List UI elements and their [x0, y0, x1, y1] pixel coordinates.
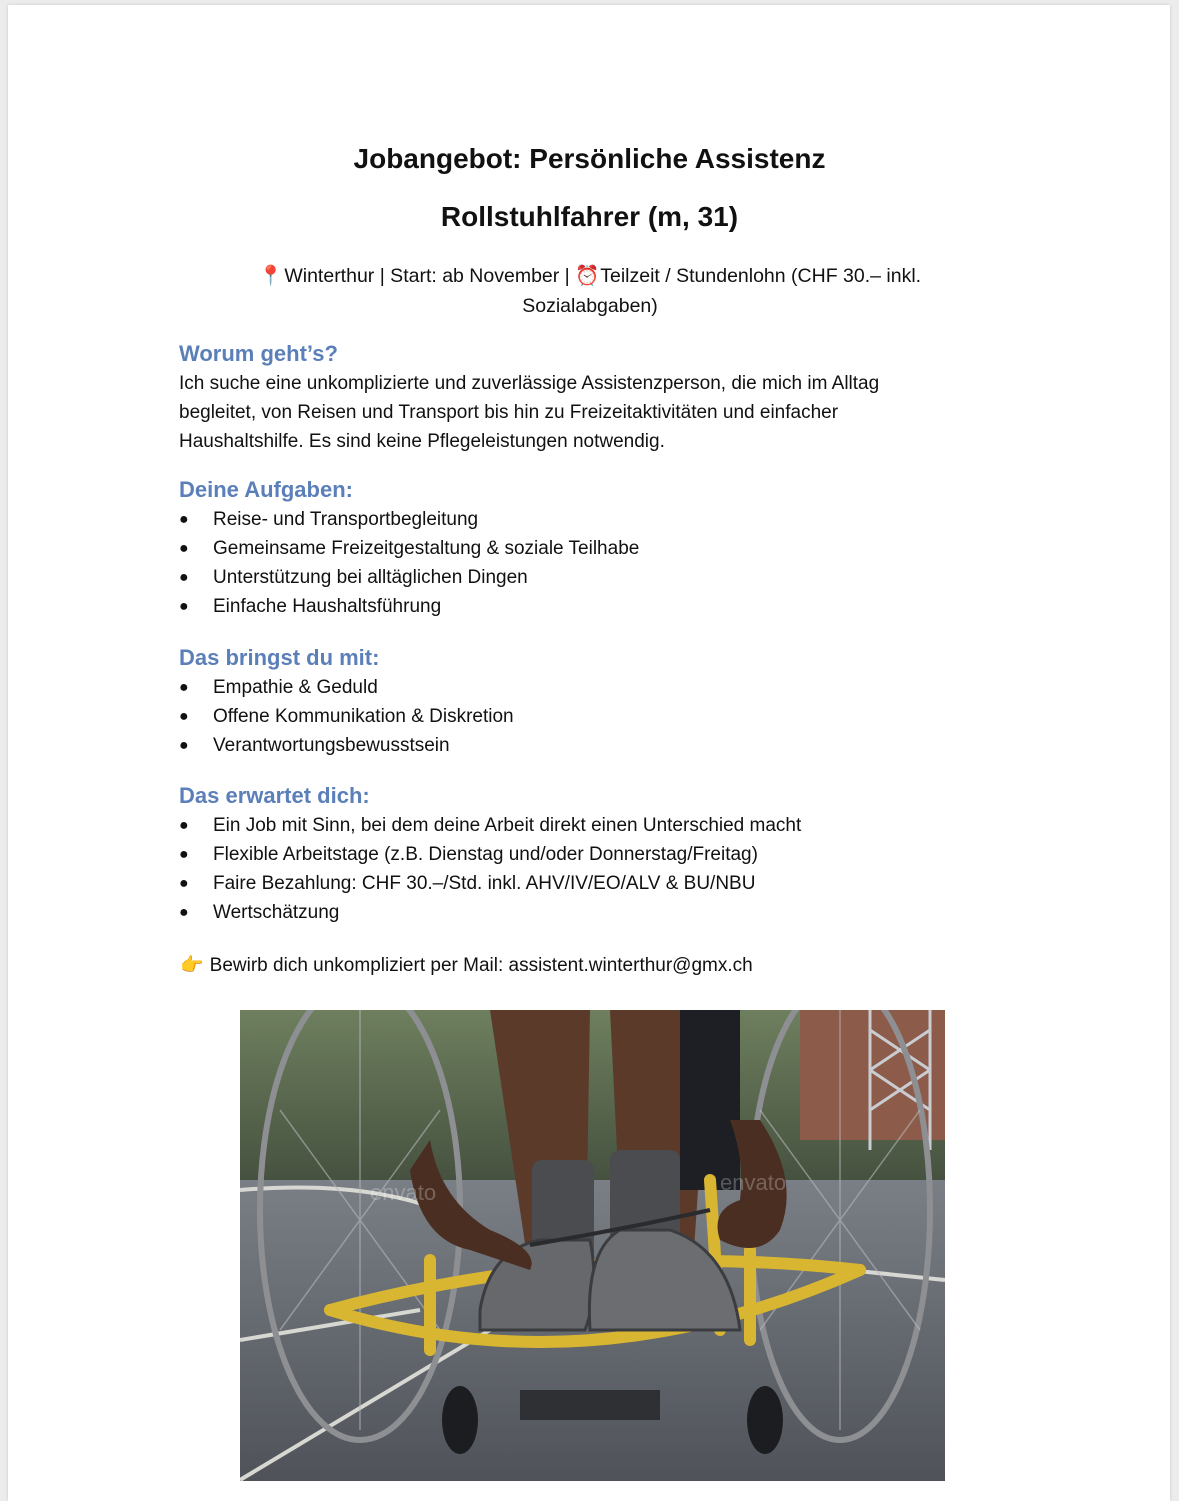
- pointing-hand-icon: 👉: [180, 955, 204, 976]
- section-about: [179, 339, 979, 456]
- list-item: ● Gemeinsame Freizeitgestaltung & soziale Teilhabe: [179, 534, 979, 563]
- list-item: ● Ein Job mit Sinn, bei dem deine Arbeit direkt einen Unterschied macht: [179, 811, 979, 840]
- list-item: ● Flexible Arbeitstage (z.B. Dienstag und/oder Donnerstag/Freitag): [179, 840, 979, 869]
- wheelchair-photo: [240, 1010, 945, 1481]
- bullet: ●: [179, 875, 189, 892]
- location-start-text: Winterthur | Start: ab November |: [284, 265, 570, 287]
- list-item: ● Wertschätzung: [179, 898, 979, 927]
- section-heading: Deine Aufgaben:: [179, 477, 353, 502]
- bullet: ●: [179, 737, 189, 754]
- bullet: ●: [179, 569, 189, 586]
- watermark-left: envato: [370, 1180, 437, 1205]
- section-skills: [179, 643, 979, 760]
- bullet: ●: [179, 598, 189, 615]
- bullet: ●: [179, 679, 189, 696]
- list-item: ● Einfache Haushaltsführung: [179, 592, 979, 621]
- bullet: ●: [179, 846, 189, 863]
- list-item: ● Reise- und Transportbegleitung: [179, 505, 979, 534]
- job-meta: [200, 261, 980, 321]
- section-tasks: [179, 475, 979, 621]
- bullet: ●: [179, 708, 189, 725]
- page-subtitle: Rollstuhlfahrer (m, 31): [440, 201, 739, 232]
- list-item: ● Offene Kommunikation & Diskretion: [179, 702, 979, 731]
- paragraph-line: Ich suche eine unkomplizierte und zuverlässige Assistenzperson, die mich im Alltag: [179, 373, 880, 394]
- list-item: ● Unterstützung bei alltäglichen Dingen: [179, 563, 979, 592]
- bullet: ●: [179, 511, 189, 528]
- pay-text: Teilzeit / Stundenlohn (CHF 30.– inkl.: [600, 265, 922, 287]
- section-heading: Das bringst du mit:: [179, 645, 380, 670]
- pay-text-cont: Sozialabgaben): [522, 295, 658, 317]
- skills-list: [179, 673, 979, 760]
- offer-list: [179, 811, 979, 927]
- bullet: ●: [179, 817, 189, 834]
- apply-text[interactable]: Bewirb dich unkompliziert per Mail: assistent.winterthur@gmx.ch: [209, 955, 753, 976]
- task-list: [179, 505, 979, 621]
- apply-line: [180, 951, 753, 980]
- paragraph-line: begleitet, von Reisen und Transport bis hin zu Freizeitaktivitäten und einfacher: [179, 402, 839, 423]
- list-item: ● Verantwortungsbewusstsein: [179, 731, 979, 760]
- section-offer: [179, 781, 979, 927]
- section-heading: Das erwartet dich:: [179, 783, 370, 808]
- watermark-right: envato: [720, 1170, 787, 1195]
- page-title: Jobangebot: Persönliche Assistenz: [353, 143, 826, 174]
- bullet: ●: [179, 540, 189, 557]
- list-item: ● Faire Bezahlung: CHF 30.–/Std. inkl. AHV/IV/EO/ALV & BU/NBU: [179, 869, 979, 898]
- paragraph-line: Haushaltshilfe. Es sind keine Pflegeleistungen notwendig.: [179, 431, 665, 452]
- list-item: ● Empathie & Geduld: [179, 673, 979, 702]
- pin-icon: 📍: [258, 265, 284, 287]
- alarm-clock-icon: ⏰: [575, 265, 600, 287]
- section-heading: Worum geht’s?: [179, 341, 338, 366]
- wheelchair-photo-illustration: [240, 1010, 945, 1481]
- bullet: ●: [179, 904, 189, 921]
